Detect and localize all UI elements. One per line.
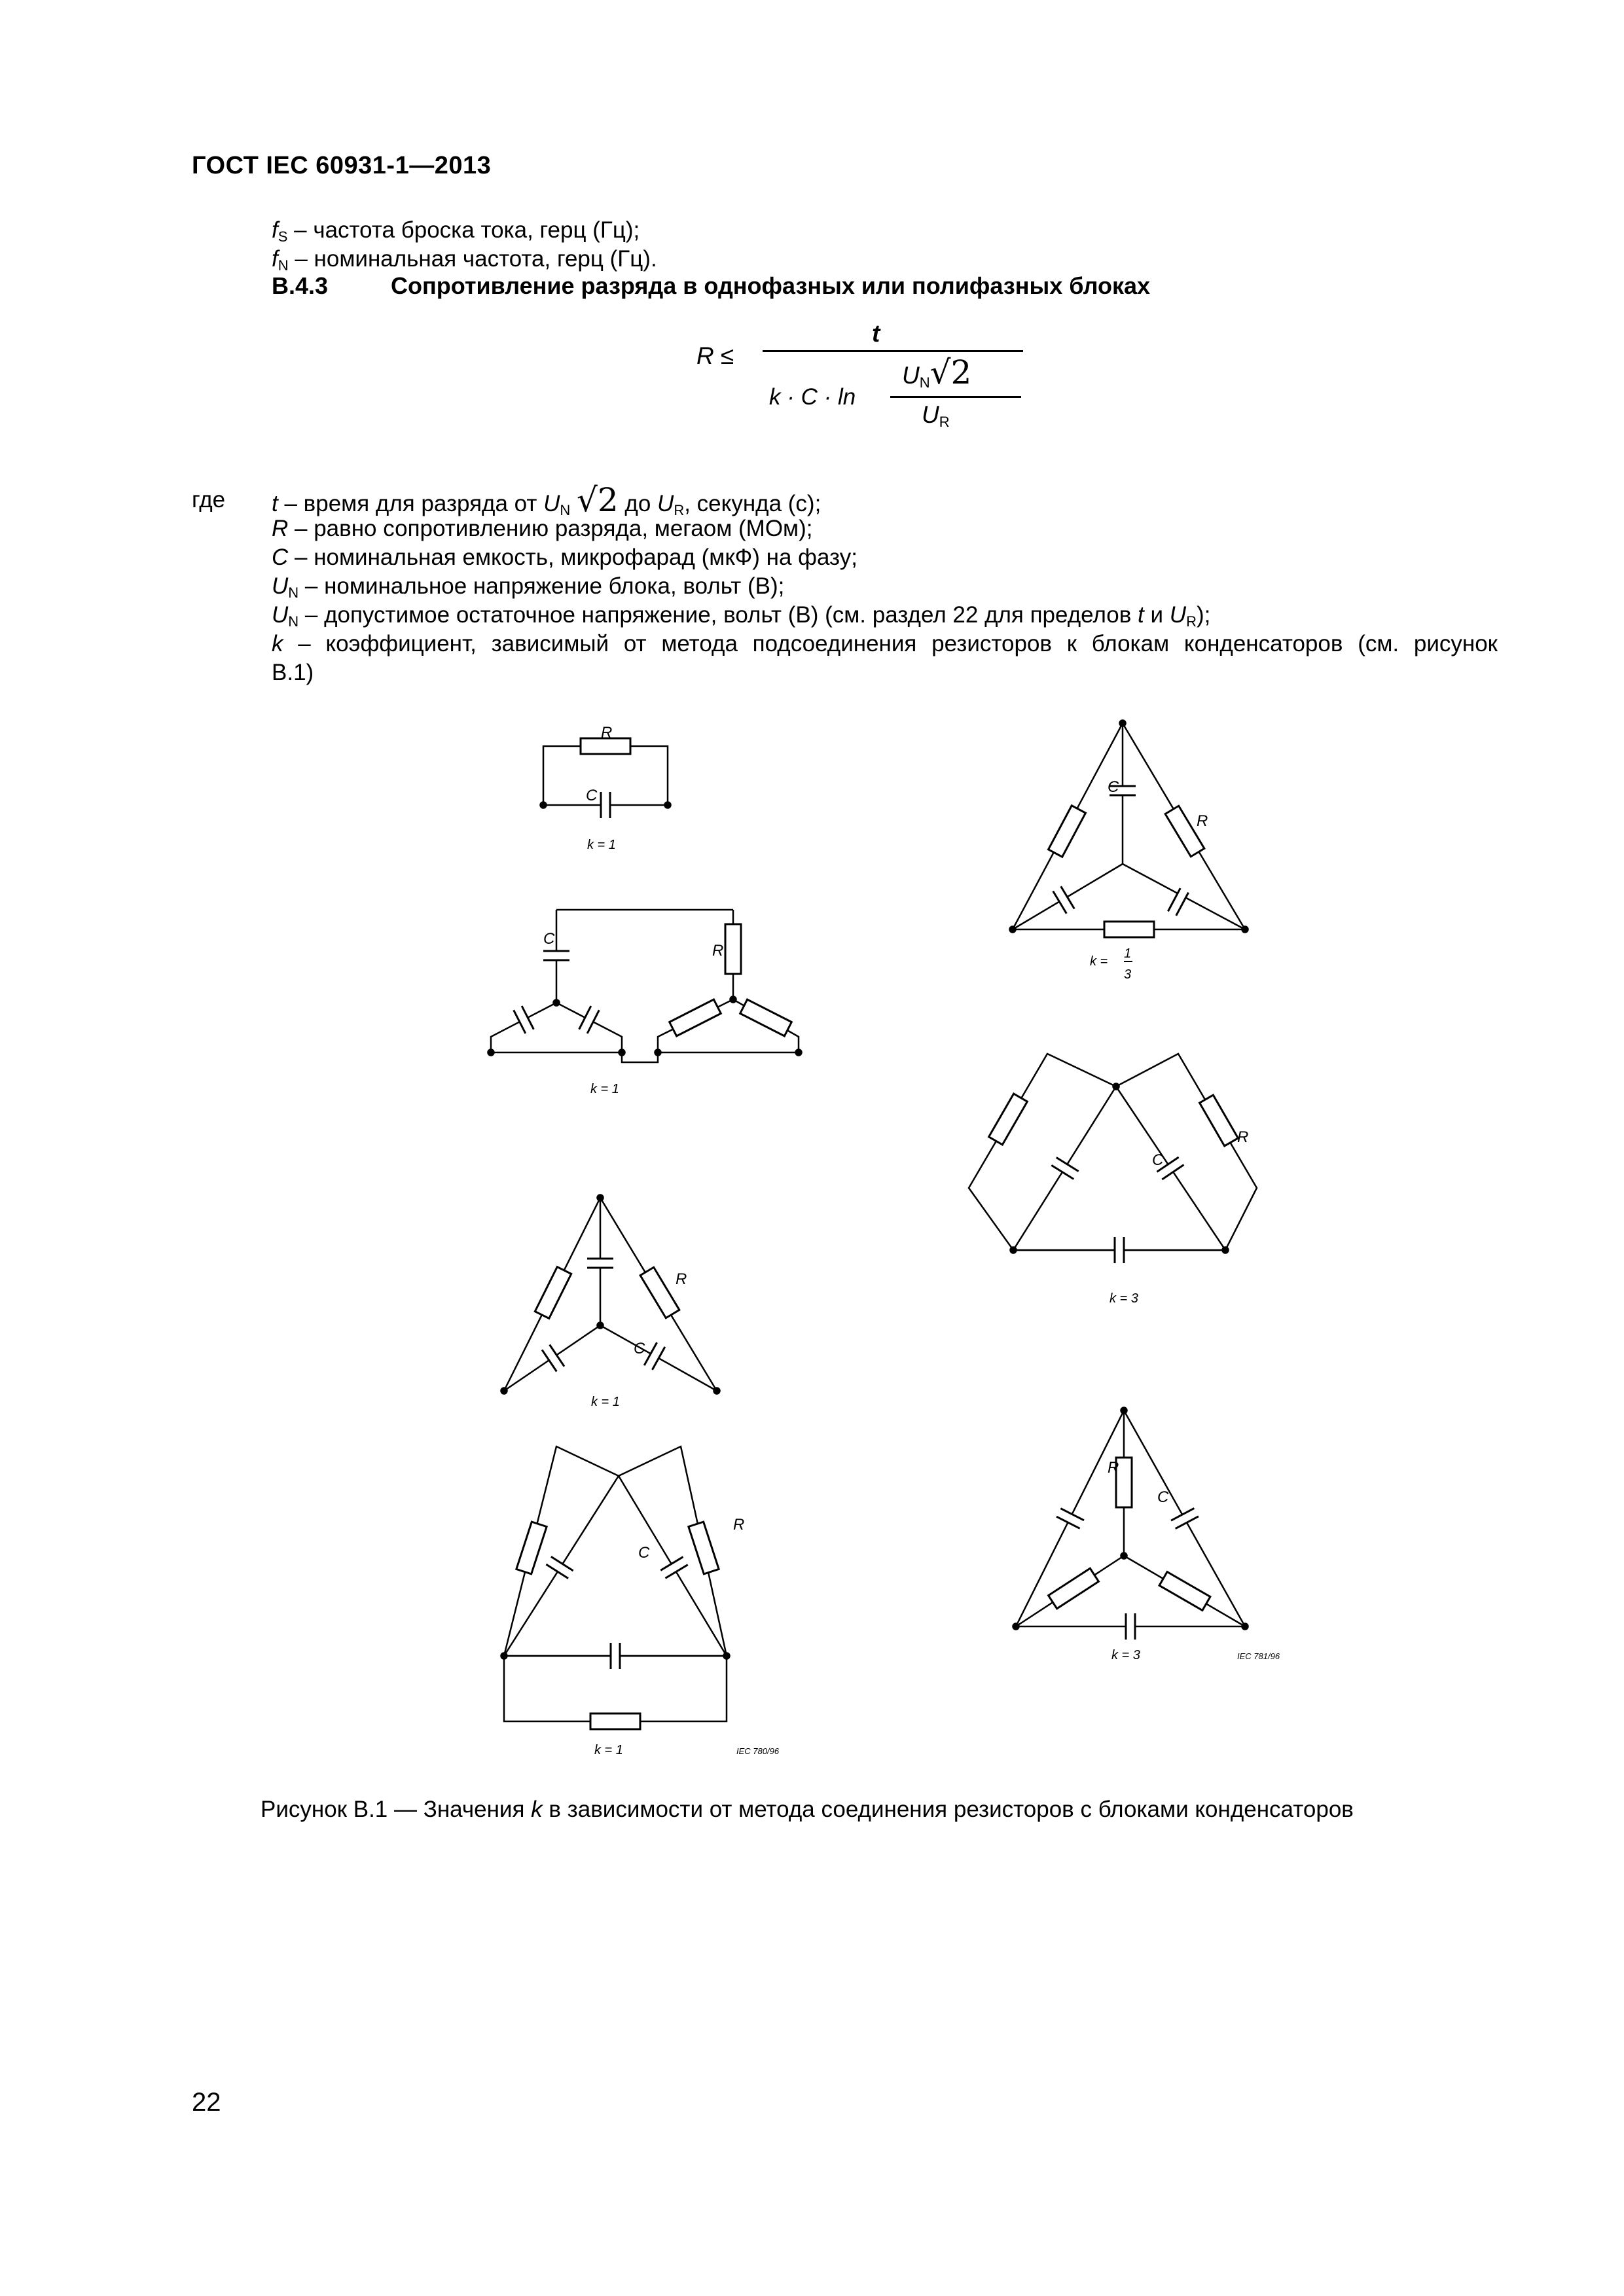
formula-inner-denominator: $U_R$ <box>922 401 950 430</box>
label-c: C <box>638 1544 650 1562</box>
label-c: C <box>1152 1151 1164 1169</box>
where-def-t: t – время для разряда от $U_N$ √2 до $U_R$, секунда (с); <box>272 481 821 519</box>
circuit-delta-star-left <box>501 1195 720 1394</box>
figure-caption: Рисунок В.1 — Значения k в зависимости от метода соединения резисторов с блоками конденсаторов <box>261 1797 1354 1822</box>
circuit-large-delta-left <box>501 1446 730 1729</box>
label-k-third: k = <box>1090 954 1108 969</box>
label-k3: k = 3 <box>1110 1291 1138 1306</box>
circuit-single-phase <box>541 738 671 818</box>
discharge-formula <box>694 317 1015 445</box>
circuit-large-delta-right <box>969 1054 1257 1263</box>
def-fs: $f_S$ – частота броска тока, герц (Гц); <box>272 217 640 245</box>
formula-lhs: R ≤ <box>696 342 734 369</box>
label-c: C <box>634 1340 645 1357</box>
formula-denominator-prefix: k · C · ln <box>769 384 856 410</box>
label-k3: k = 3 <box>1111 1648 1140 1662</box>
label-c: C <box>1108 778 1119 796</box>
formula-inner-fraction-bar <box>890 396 1021 398</box>
label-r: R <box>601 724 613 742</box>
label-r: R <box>1237 1128 1249 1146</box>
label-k-third-num: 1 <box>1124 946 1132 961</box>
def-fn: $f_N$ – номинальная частота, герц (Гц). <box>272 246 657 274</box>
label-r: R <box>676 1270 687 1288</box>
label-c: C <box>1157 1488 1169 1506</box>
section-title: Сопротивление разряда в однофазных или полифазных блоках <box>391 272 1151 299</box>
label-c: C <box>543 930 555 948</box>
where-def-c: C – номинальная емкость, микрофарад (мкФ) на фазу; <box>272 545 857 570</box>
where-def-r: R – равно сопротивлению разряда, мегаом (МОм); <box>272 516 813 541</box>
circuit-delta-top-right <box>1010 721 1248 938</box>
where-def-un: $U_N$ – номинальное напряжение блока, вольт (В); <box>272 573 785 601</box>
label-k1: k = 1 <box>587 838 616 852</box>
label-r: R <box>1108 1459 1119 1477</box>
iec-code-a: IEC 780/96 <box>736 1746 780 1756</box>
label-k-third-den: 3 <box>1124 967 1132 982</box>
formula-numerator: t <box>872 320 880 347</box>
where-def-k-cont: В.1) <box>272 660 314 685</box>
circuit-two-stars <box>488 910 802 1062</box>
formula-main-fraction-bar <box>763 350 1023 352</box>
where-label: где <box>192 487 226 512</box>
circuit-delta-bottom-right <box>1013 1408 1248 1640</box>
document-header: ГОСТ IEC 60931-1—2013 <box>192 152 492 179</box>
label-c: C <box>586 787 598 804</box>
page-number: 22 <box>192 2088 221 2117</box>
label-k1: k = 1 <box>591 1395 620 1409</box>
section-number: B.4.3 <box>272 272 329 299</box>
iec-code-b: IEC 781/96 <box>1237 1651 1280 1661</box>
label-k1: k = 1 <box>590 1082 619 1096</box>
label-r: R <box>1197 812 1208 830</box>
where-def-ur: $U_N$ – допустимое остаточное напряжение, вольт (В) (см. раздел 22 для пределов t и $U_R$); <box>272 602 1211 630</box>
label-r: R <box>733 1516 745 1534</box>
label-k1: k = 1 <box>594 1743 623 1757</box>
formula-inner-numerator: $U_N√2$ <box>902 353 972 391</box>
figure-b1-circuits <box>393 713 1309 1774</box>
where-def-k: k – коэффициент, зависимый от метода подсоединения резисторов к блокам конденсаторов (см. рисунок <box>272 631 1498 656</box>
label-r: R <box>712 942 724 960</box>
